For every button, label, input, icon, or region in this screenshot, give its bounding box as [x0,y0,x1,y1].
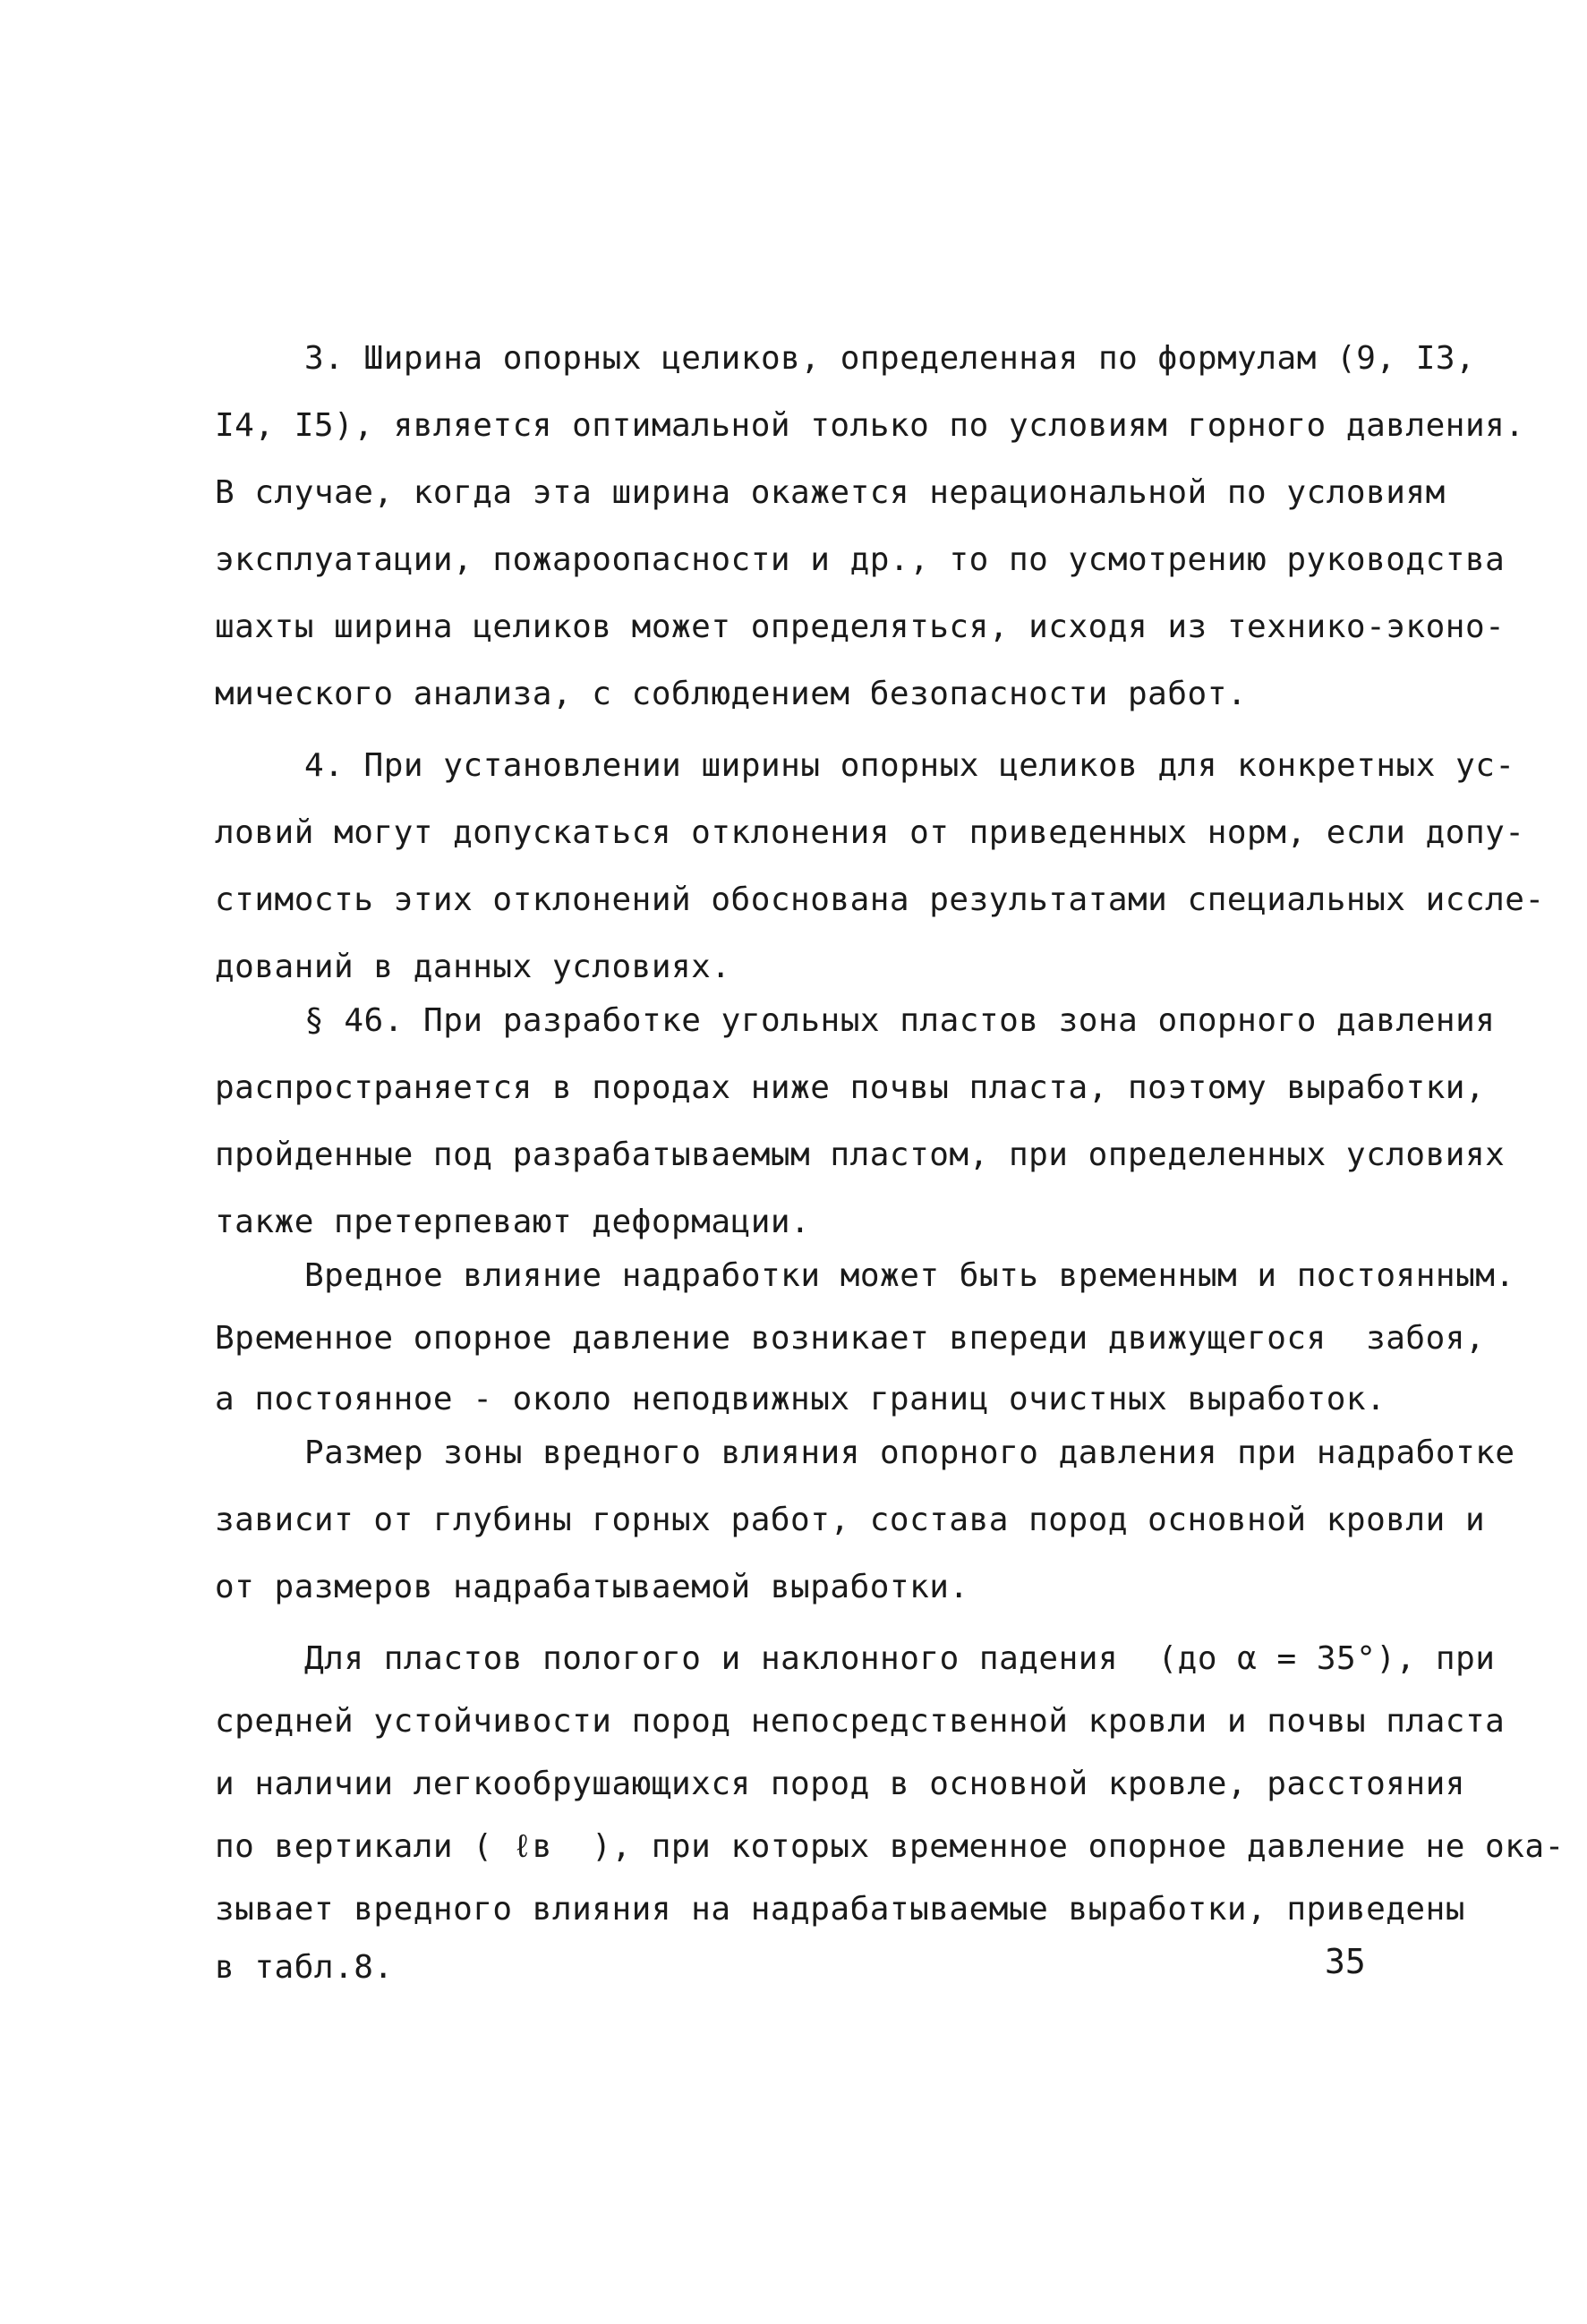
text-line: Временное опорное давление возникает впереди движущегося забоя, [215,1320,1486,1357]
text-line: стимость этих отклонений обоснована результатами специальных иссле- [215,881,1545,918]
text-line: от размеров надрабатываемой выработки. [215,1569,969,1605]
text-line: В случае, когда эта ширина окажется нерациональной по условиям [215,474,1446,511]
text-line: в табл.8. [215,1949,394,1986]
text-line: также претерпевают деформации. [215,1204,811,1240]
text-line: распространяется в породах ниже почвы пласта, поэтому выработки, [215,1069,1486,1106]
text-line: мического анализа, с соблюдением безопасности работ. [215,676,1248,712]
text-line: по вертикали ( ℓв ), при которых временное опорное давление не ока- [215,1828,1565,1865]
text-line: и наличии легкообрушающихся пород в основной кровле, расстояния [215,1766,1465,1802]
text-line: зависит от глубины горных работ, состава пород основной кровли и [215,1502,1486,1538]
text-line: эксплуатации, пожароопасности и др., то по усмотрению руководства [215,541,1506,578]
text-line: 4. При установлении ширины опорных целиков для конкретных ус- [304,747,1515,784]
page-number: 35 [1325,1942,1366,1981]
text-line: а постоянное - около неподвижных границ очистных выработок. [215,1381,1386,1417]
text-line: дований в данных условиях. [215,949,731,985]
text-line: зывает вредного влияния на надрабатываемые выработки, приведены [215,1891,1465,1928]
text-line: средней устойчивости пород непосредственной кровли и почвы пласта [215,1703,1506,1740]
text-line: Размер зоны вредного влияния опорного давления при надработке [304,1434,1515,1471]
text-line: пройденные под разрабатываемым пластом, при определенных условиях [215,1136,1506,1173]
text-line: Вредное влияние надработки может быть временным и постоянным. [304,1257,1515,1294]
text-line: 3. Ширина опорных целиков, определенная по формулам (9, I3, [304,340,1476,377]
text-line: шахты ширина целиков может определяться, исходя из технико-эконо- [215,609,1506,645]
text-line: I4, I5), является оптимальной только по условиям горного давления. [215,407,1525,444]
text-line: § 46. При разработке угольных пластов зона опорного давления [304,1002,1496,1039]
text-line: Для пластов пологого и наклонного падения (до α = 35°), при [304,1640,1496,1677]
text-line: ловий могут допускаться отклонения от приведенных норм, если допу- [215,814,1525,851]
